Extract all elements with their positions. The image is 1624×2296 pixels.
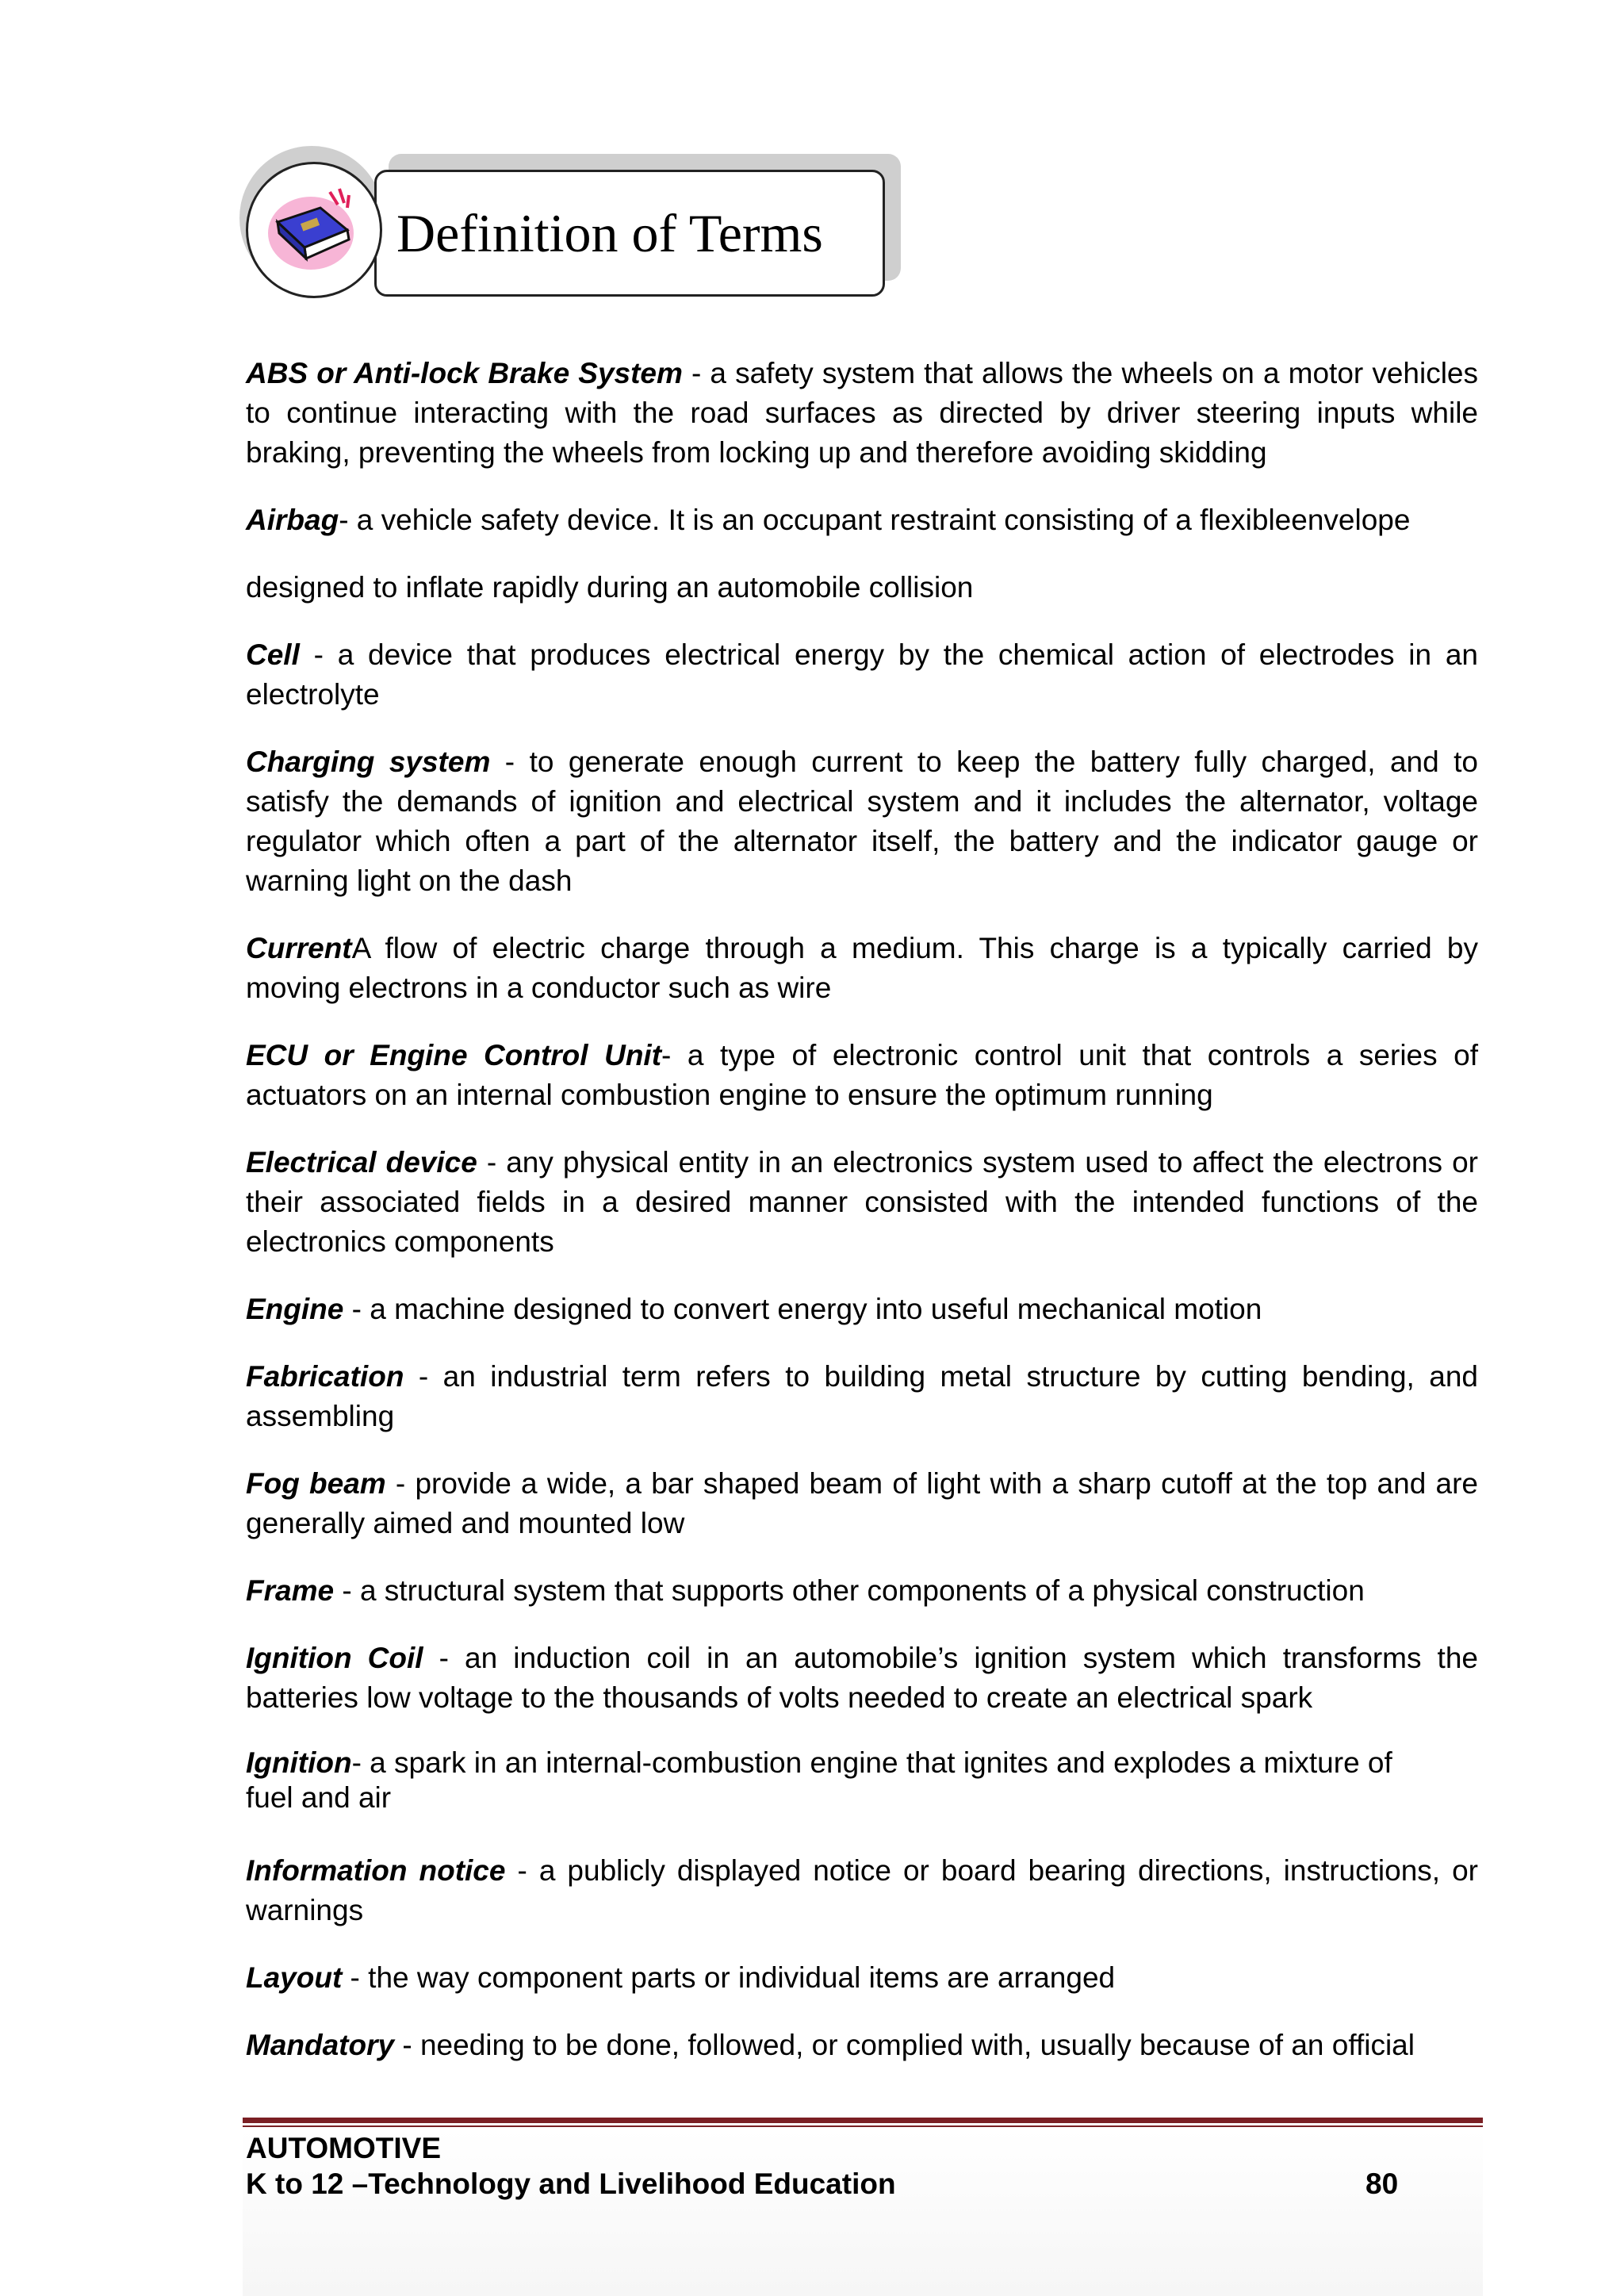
term: Ignition Coil [246, 1642, 423, 1674]
definition: - a type of electronic control unit that controls a series of actuators on an internal combustion engine to ensure the optimum running [246, 1039, 1479, 1111]
term: Layout [246, 1961, 343, 1994]
definition-item [246, 354, 1478, 473]
definition-item [246, 568, 1478, 608]
definition-item [246, 500, 1478, 540]
definition-item [246, 1639, 1478, 1718]
definition: - a publicly displayed notice or board bearing directions, instructions, or warnings [246, 1854, 1478, 1926]
definition-item [246, 742, 1478, 901]
footer-subject: AUTOMOTIVE [246, 2132, 441, 2164]
definition: - a machine designed to convert energy into useful mechanical motion [343, 1293, 1262, 1325]
term: Fog beam [246, 1467, 386, 1500]
definition: - a device that produces electrical energy by the chemical action of electrodes in an electrolyte [246, 638, 1478, 711]
definition: - to generate enough current to keep the battery fully charged, and to satisfy the demands of ignition and electrical system and it includes the alternator, voltage regulator which often a part of the alternator itself, the battery and the indicator gauge or warning light on the dash [246, 746, 1478, 897]
term: Airbag [246, 504, 339, 536]
definition: - a vehicle safety device. It is an occupant restraint consisting of a flexibleenvelope [339, 504, 1411, 536]
definition-item [246, 929, 1478, 1008]
footer-rule [243, 2118, 1483, 2123]
definition-item [246, 1464, 1478, 1543]
term: Information notice [246, 1854, 506, 1887]
definition-item [246, 1746, 1478, 1815]
page-number: 80 [1365, 2168, 1399, 2200]
definition: - an industrial term refers to building metal structure by cutting bending, and assembling [246, 1360, 1478, 1432]
definition-item [246, 1851, 1478, 1930]
term: ABS or Anti-lock Brake System [246, 357, 683, 389]
definition: - a structural system that supports other components of a physical construction [334, 1574, 1365, 1607]
definition-item [246, 1571, 1478, 1611]
definition: A flow of electric charge through a medium. This charge is a typically carried by moving electrons in a conductor such as wire [246, 932, 1478, 1004]
definition: - needing to be done, followed, or complied with, usually because of an official [394, 2029, 1415, 2061]
definition-item [246, 2026, 1478, 2065]
page-title: Definition of Terms [396, 203, 823, 263]
definition-item [246, 1143, 1478, 1262]
definition-item [246, 1036, 1478, 1115]
term: Charging system [246, 746, 491, 778]
definition: - a spark in an internal-combustion engine that ignites and explodes a mixture of [351, 1746, 1392, 1779]
term: Fabrication [246, 1360, 404, 1393]
definitions-list [246, 354, 1478, 2093]
definition: - a safety system that allows the wheels on a motor vehicles to continue interacting with the road surfaces as directed by driver steering inputs while braking, preventing the wheels from locking up and therefore avoiding skidding [246, 357, 1478, 469]
footer-rule-thin [243, 2125, 1483, 2127]
definition: designed to inflate rapidly during an automobile collision [246, 571, 974, 604]
term: Current [246, 932, 352, 964]
book-icon [262, 184, 365, 279]
definition: - provide a wide, a bar shaped beam of light with a sharp cutoff at the top and are generally aimed and mounted low [246, 1467, 1478, 1539]
term: Electrical device [246, 1146, 477, 1179]
term: ECU or Engine Control Unit [246, 1039, 662, 1071]
definition: fuel and air [246, 1781, 392, 1814]
definition-item [246, 1357, 1478, 1436]
footer-course: K to 12 –Technology and Livelihood Education [246, 2168, 896, 2200]
definition: - any physical entity in an electronics system used to affect the electrons or their associated fields in a desired manner consisted with the intended functions of the electronics components [246, 1146, 1478, 1258]
term: Ignition [246, 1746, 352, 1779]
definition: - the way component parts or individual items are arranged [342, 1961, 1116, 1994]
definition-item [246, 635, 1478, 715]
definition: - an induction coil in an automobile’s ignition system which transforms the batteries low voltage to the thousands of volts needed to create an electrical spark [246, 1642, 1478, 1714]
term: Frame [246, 1574, 335, 1607]
term: Cell [246, 638, 300, 671]
definition-item [246, 1958, 1478, 1998]
definition-item [246, 1290, 1478, 1329]
term: Mandatory [246, 2029, 395, 2061]
term: Engine [246, 1293, 344, 1325]
